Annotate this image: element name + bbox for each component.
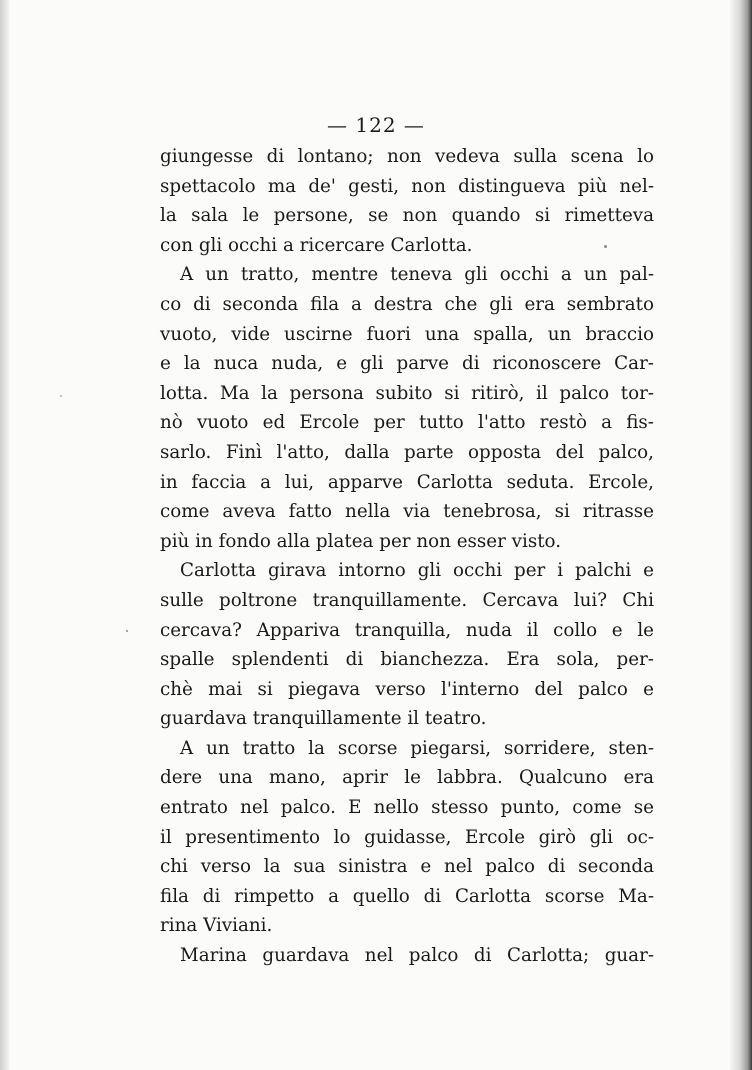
text-line: A un tratto, mentre teneva gli occhi a un pal-: [180, 264, 654, 286]
text-line: co di seconda fila a destra che gli era sembrato: [160, 293, 654, 315]
text-line: e la nuca nuda, e gli parve di riconoscere Car-: [160, 353, 654, 375]
text-line: giungesse di lontano; non vedeva sulla scena lo: [160, 146, 654, 167]
text-line: con gli occhi a ricercare Carlotta.: [160, 234, 473, 256]
text-line: rina Viviani.: [160, 915, 273, 937]
text-line: spalle splendenti di bianchezza. Era sola, per-: [160, 649, 654, 671]
paragraph: [160, 941, 654, 971]
text-line: lotta. Ma la persona subito si ritirò, il palco tor-: [160, 382, 654, 404]
text-line: come aveva fatto nella via tenebrosa, si ritrasse: [160, 501, 654, 523]
text-line: chè mai si piegava verso l'interno del palco e: [160, 678, 654, 700]
text-line: in faccia a lui, apparve Carlotta seduta. Ercole,: [160, 471, 654, 493]
text-line: vuoto, vide uscirne fuori una spalla, un braccio: [160, 323, 654, 345]
text-line: spettacolo ma de' gesti, non distingueva più nel-: [160, 175, 654, 197]
text-line: sarlo. Finì l'atto, dalla parte opposta del palco,: [160, 441, 654, 463]
page-number: — 122 —: [327, 113, 425, 137]
text-line: dere una mano, aprir le labbra. Qualcuno era: [160, 767, 654, 789]
paragraph: [160, 260, 654, 556]
ink-speck: [126, 630, 128, 632]
paragraph: [160, 556, 654, 734]
text-line: il presentimento lo guidasse, Ercole girò gli oc-: [160, 826, 654, 848]
text-line: guardava tranquillamente il teatro.: [160, 708, 487, 730]
paragraph: [160, 734, 654, 941]
body-text: [160, 142, 654, 971]
text-line: sulle poltrone tranquillamente. Cercava lui? Chi: [160, 589, 654, 611]
text-line: entrato nel palco. E nello stesso punto, come se: [160, 797, 654, 819]
text-line: cercava? Appariva tranquilla, nuda il collo e le: [160, 619, 654, 641]
page-left-edge-shadow: [0, 0, 9, 1070]
text-line: fila di rimpetto a quello di Carlotta scorse Ma-: [160, 885, 654, 907]
text-line: Carlotta girava intorno gli occhi per i palchi e: [180, 560, 654, 582]
text-line: più in fondo alla platea per non esser visto.: [160, 530, 562, 552]
text-line: Marina guardava nel palco di Carlotta; guar-: [180, 945, 654, 967]
text-line: nò vuoto ed Ercole per tutto l'atto restò a fis-: [160, 412, 654, 434]
text-line: A un tratto la scorse piegarsi, sorridere, sten-: [180, 737, 654, 759]
paragraph: [160, 142, 654, 260]
ink-speck: [60, 395, 62, 397]
page-right-edge-binding: [730, 0, 752, 1070]
text-line: chi verso la sua sinistra e nel palco di seconda: [160, 856, 654, 878]
text-line: la sala le persone, se non quando si rimetteva: [160, 205, 654, 227]
